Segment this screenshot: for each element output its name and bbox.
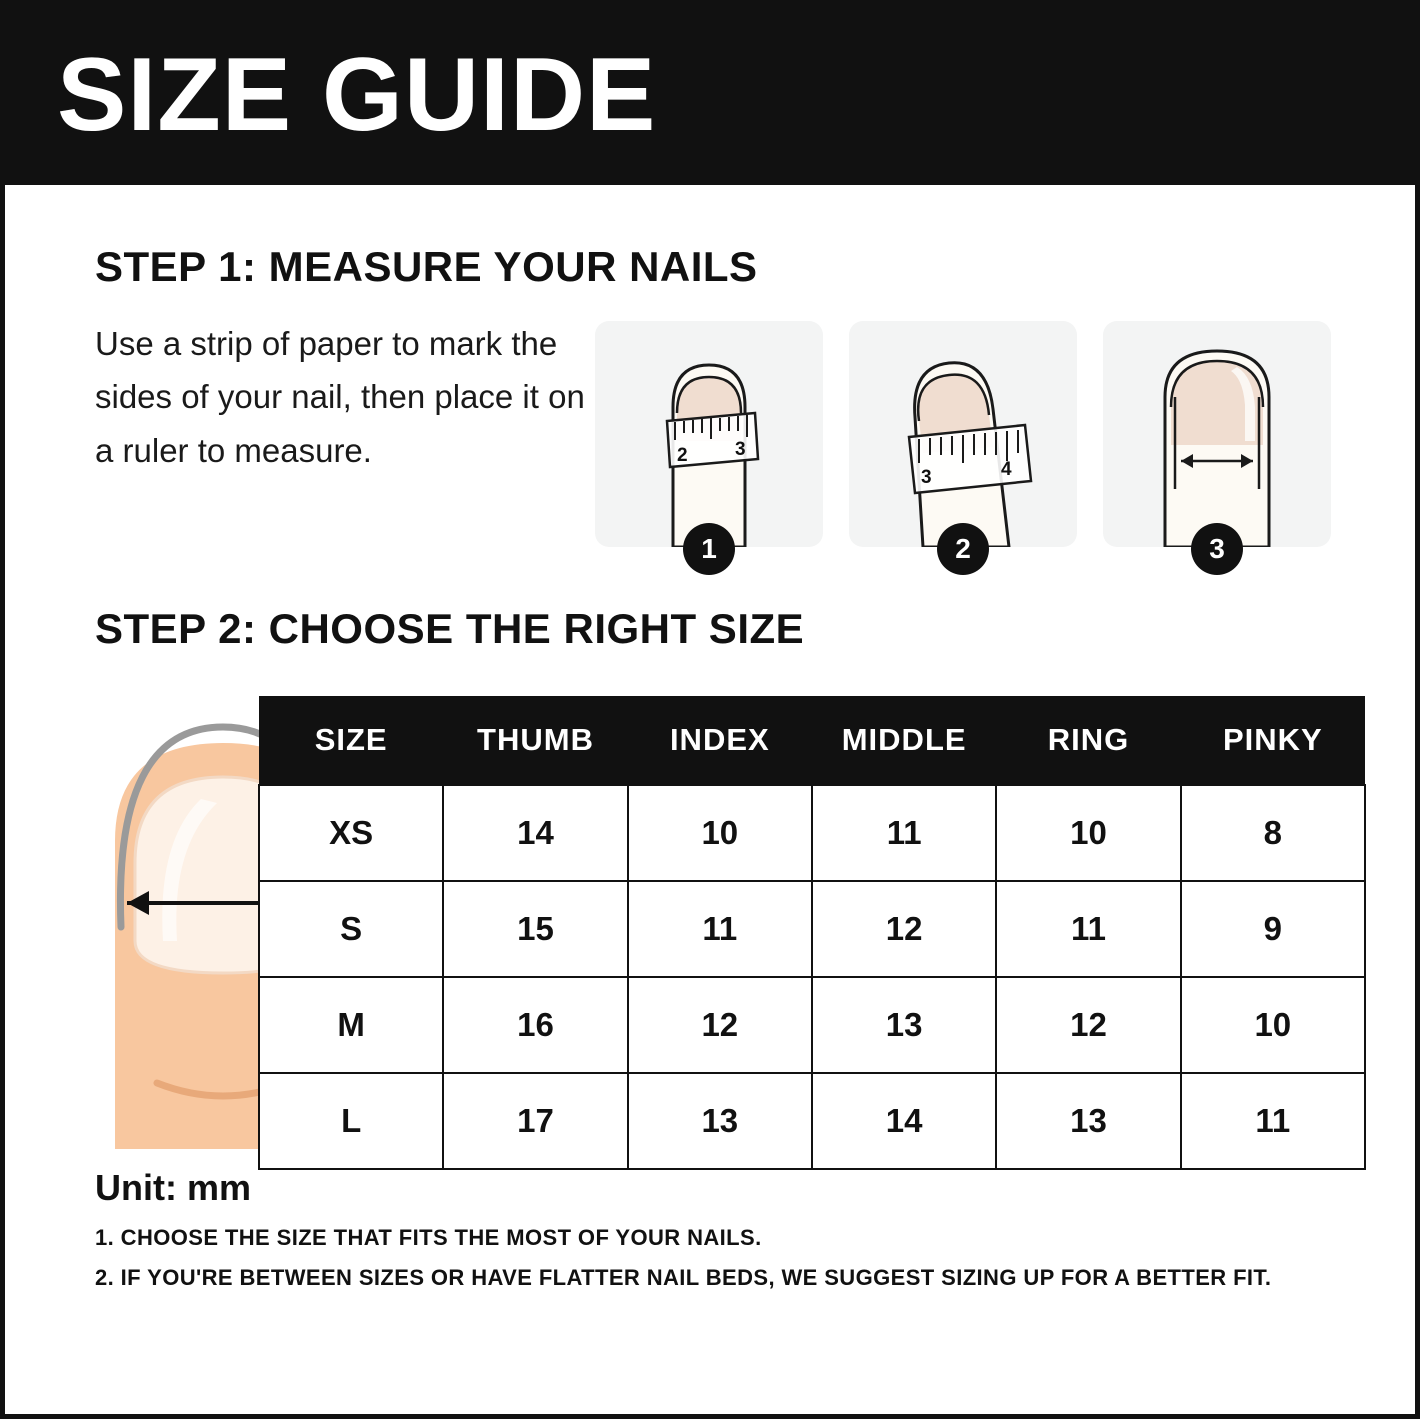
figure-2-image (849, 321, 1077, 547)
cell-thumb: 15 (443, 881, 627, 977)
cell-index: 12 (628, 977, 812, 1073)
cell-middle: 13 (812, 977, 996, 1073)
cell-size: L (259, 1073, 443, 1169)
step2-title: STEP 2: CHOOSE THE RIGHT SIZE (95, 605, 805, 652)
cell-pinky: 9 (1181, 881, 1365, 977)
table-row (259, 785, 1365, 881)
cell-thumb: 17 (443, 1073, 627, 1169)
col-middle: MIDDLE (812, 696, 996, 785)
cell-pinky: 11 (1181, 1073, 1365, 1169)
col-index: INDEX (628, 696, 812, 785)
cell-middle: 12 (812, 881, 996, 977)
cell-index: 11 (628, 881, 812, 977)
page-header (5, 5, 1415, 185)
page-title: SIZE GUIDE (57, 37, 657, 153)
figure-3-badge: 3 (1191, 523, 1243, 575)
cell-index: 13 (628, 1073, 812, 1169)
cell-index: 10 (628, 785, 812, 881)
table-row (259, 881, 1365, 977)
table-row (259, 1073, 1365, 1169)
svg-text:2: 2 (677, 445, 688, 466)
col-size: SIZE (259, 696, 443, 785)
size-table-body (259, 785, 1365, 1169)
figure-2-badge: 2 (937, 523, 989, 575)
figure-1-badge: 1 (683, 523, 735, 575)
size-table (258, 696, 1366, 1170)
table-header-row (259, 696, 1365, 785)
cell-thumb: 16 (443, 977, 627, 1073)
step1-title: STEP 1: MEASURE YOUR NAILS (95, 243, 758, 290)
cell-size: S (259, 881, 443, 977)
note-1: 1. CHOOSE THE SIZE THAT FITS THE MOST OF YOUR NAILS. (95, 1225, 762, 1250)
step1-instruction: Use a strip of paper to mark the sides of your nail, then place it on a ruler to measure. (95, 325, 585, 469)
cell-size: M (259, 977, 443, 1073)
step1-figures (595, 321, 1331, 564)
figure-3-image (1103, 321, 1331, 547)
nail-width-illustration-3 (1103, 321, 1331, 547)
cell-middle: 11 (812, 785, 996, 881)
cell-ring: 13 (996, 1073, 1180, 1169)
figure-2 (849, 321, 1077, 564)
col-ring: RING (996, 696, 1180, 785)
step1-section (43, 317, 1377, 564)
cell-pinky: 8 (1181, 785, 1365, 881)
cell-middle: 14 (812, 1073, 996, 1169)
table-row (259, 977, 1365, 1073)
size-table-head (259, 696, 1365, 785)
figure-1 (595, 321, 823, 564)
col-thumb: THUMB (443, 696, 627, 785)
page-content (5, 243, 1415, 1291)
svg-text:3: 3 (735, 439, 746, 460)
cell-size: XS (259, 785, 443, 881)
figure-3 (1103, 321, 1331, 564)
finger-measure-illustration-1 (595, 321, 823, 547)
unit-label: Unit: mm (95, 1167, 251, 1208)
cell-ring: 10 (996, 785, 1180, 881)
cell-ring: 11 (996, 881, 1180, 977)
note-2: 2. IF YOU'RE BETWEEN SIZES OR HAVE FLATTER NAIL BEDS, WE SUGGEST SIZING UP FOR A BETTER FIT. (95, 1265, 1272, 1290)
cell-ring: 12 (996, 977, 1180, 1073)
col-pinky: PINKY (1181, 696, 1365, 785)
size-table-section (43, 691, 1377, 1149)
cell-thumb: 14 (443, 785, 627, 881)
finger-measure-illustration-2 (849, 321, 1077, 547)
cell-pinky: 10 (1181, 977, 1365, 1073)
svg-text:4: 4 (1001, 459, 1012, 480)
svg-text:3: 3 (921, 467, 932, 488)
figure-1-image (595, 321, 823, 547)
